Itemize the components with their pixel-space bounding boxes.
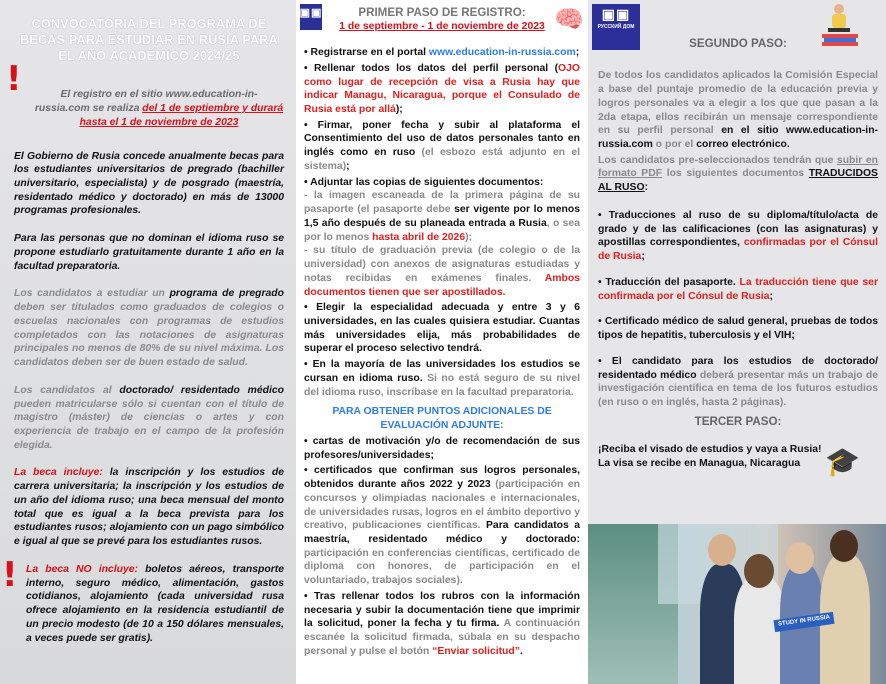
visa-location: La visa se recibe en Managua, Nicaragua xyxy=(598,457,801,469)
doc-diploma: - su título de graduación previa (de colegio o de la universidad) con anexos de asignaturas estudiadas y notas recibidas en exámenes finales. Ambos documentos tienen que ser apostillados. xyxy=(304,245,580,298)
step2-title: SEGUNDO PASO: xyxy=(689,37,787,50)
doc-research: • El candidato para los estudios de doctorado/ residentado médico deberá presentar más un trabajo de investigación científica en tema de los futuros estudios (en ruso o en inglés, hasta 2 páginas). xyxy=(598,355,879,408)
student-reading-icon xyxy=(822,4,858,48)
step1-profile: • Rellenar todos los datos del perfil personal (OJO como lugar de recepción de visa a Rusia hay que indicar Managu, Nicaragua, porque el Consulado de Rusia está por allá); xyxy=(304,62,580,115)
doc-medical: • Certificado médico de salud general, pruebas de todos tipos de hepatitis, tuberculosis y el VIH; xyxy=(598,316,878,342)
step1-consent: • Firmar, poner fecha y subir al plataforma el Consentimiento del uso de datos personales tanto en inglés como en ruso (el esbozo está adjunto en el sistema); xyxy=(304,119,580,172)
doctorate-paragraph: Los candidatos al doctorado/ residentado médico pueden matricularse sólo si cuentan con el título de magistro (máster) de ciencias o artes y con experiencia de trabajo en el campo de la profesión elegida. xyxy=(14,384,284,451)
extra-letters: • cartas de motivación y/o de recomendación de sus profesores/universidades; xyxy=(304,435,580,461)
step1-register: • Registrarse en el portal www.education-in-russia.com; xyxy=(304,47,580,59)
extra-points-title: PARA OBTENER PUNTOS ADICIONALES DE EVALUACIÓN ADJUNTE: xyxy=(332,406,552,432)
russian-house-logo: ▣▣ xyxy=(300,4,322,30)
students-photo xyxy=(588,524,886,684)
step1-universities: • Elegir la especialidad adecuada y entre 3 y 6 universidades, en las cuales quisiera estudiar. Cuantas más universidades elija, más probabilidades de superar el proceso selectivo tendrá. xyxy=(304,302,580,355)
scholarship-excludes: La beca NO incluye: boletos aéreos, transporte interno, seguro médico, alimentación, gastos cotidianos, alojamiento (cada universidad rusa ofrece alojamiento en la residencia estudiantil de un precio modesto (de 10 a 150 dólares mensuales, a veces puede ser gratis). xyxy=(26,563,284,644)
government-paragraph: El Gobierno de Rusia concede anualmente becas para los estudiantes universitarios de pregrado (bachiller universitario, especialista) y de posgrado (maestría, residentado médico y doctorado) en más de 13000 programas profesionales. xyxy=(14,150,284,217)
step1-title: PRIMER PASO DE REGISTRO: xyxy=(358,6,526,19)
step3-title: TERCER PASO: xyxy=(694,414,782,428)
preselected-paragraph: Los candidatos pre-seleccionados tendrán que subir en formato PDF los siguientes documentos TRADUCIDOS AL RUSO: xyxy=(598,154,879,194)
doc-passport-translation: • Traducción del pasaporte. La traducción tiene que ser confirmada por el Cónsul de Rusia; xyxy=(598,276,878,302)
extra-certificates: • certificados que confirman sus logros personales, obtenidos durante años 2022 y 2023 (participación en concursos y olimpiadas nacionales e internacionales, de universidades rusas, logros en el ámbito deportivo y creativo, publicaciones científicas. Para candidatos a maestría, residentado médico y doctorado: participación en conferencias científicas, certificado de diploma con honores, de participación en el voluntariado, trabajos sociales). xyxy=(304,465,581,587)
scholarship-includes: La beca incluye: la inscripción y los estudios de carrera universitaria; la inscripción y los estudios de un año del idioma ruso; una beca mensual del monto total que es igual a la beca prevista para los estudiantes rusos; alojamiento con un pago simbólico e igual al que se prevé para los estudiantes rusos. xyxy=(14,467,284,548)
step2-paragraph: De todos los candidatos aplicados la Comisión Especial a base del puntaje promedio de la educación previa y logros personales va a elegir a los que que pasan a la 2da etapa, ellos recibirán un mensaje correspondiente en su perfil personal en el sitio www.education-in-russia.com o por el correo electrónico. xyxy=(598,70,878,150)
left-column xyxy=(0,0,296,684)
undergrad-paragraph: Los candidatos a estudiar un programa de pregrado deben ser titulados como graduados de colegios o escuelas nacionales con programas de estudios completados con las notaciones de asignaturas principales no menos de 80% de su nivel máxima. Los candidatos deben ser de buen estado de salud. xyxy=(14,288,285,369)
exclamation-icon: ! xyxy=(6,59,22,99)
graduation-cap-icon: 🎓 xyxy=(825,446,860,477)
step1-documents: • Adjuntar las copias de siguientes documentos: xyxy=(304,176,544,188)
language-paragraph: Para las personas que no dominan el idioma ruso se propone estudiarlo gratuitamente durante 1 año en la facultad preparatoria. xyxy=(14,233,284,272)
program-title: CONVOCATORIA DEL PROGRAMA DE BECAS PARA ESTUDIAR EN RUSIA PARA EL AÑO ACADÉMICO 2024/25 xyxy=(20,17,278,64)
brain-icon: 🧠 xyxy=(554,6,584,33)
step1-dates: 1 de septiembre - 1 de noviembre de 2023 xyxy=(339,21,545,33)
doc-passport: - la imagen escaneada de la primera página de su pasaporte (el pasaporte debe ser vigente por lo menos 1,5 año después de su planeada entrada a Rusia, o sea por lo menos hasta abril de 2026); xyxy=(304,190,580,243)
middle-column xyxy=(296,0,588,684)
portal-link[interactable]: www.education-in-russia.com xyxy=(428,47,576,59)
doc-translations: • Traducciones al ruso de su diploma/título/acta de grado y de las calificaciones (con las asignaturas) y apostillas correspondientes, confirmadas por el Cónsul de Rusia; xyxy=(598,209,878,263)
right-column xyxy=(588,0,886,684)
study-in-russia-sign: STUDY IN RUSSIA xyxy=(773,612,834,632)
exclamation-icon: ! xyxy=(2,555,18,595)
step1-language: • En la mayoría de las universidades los estudios se cursan en idioma ruso. Si no está seguro de su nivel del idioma ruso, inscríbase en la facultad preparatoria. xyxy=(304,359,581,398)
registration-intro: El registro en el sitio www.education-in-russia.com se realiza del 1 de septiembre y durará hasta el 1 de noviembre de 2023 xyxy=(34,89,284,128)
russian-house-logo: ▣▣ РУССКИЙ ДОМ xyxy=(592,4,640,50)
final-message: ¡Reciba el visado de estudios y vaya a Rusia! xyxy=(598,444,822,456)
registration-dates: del 1 de septiembre y durará hasta el 1 de noviembre de 2023 xyxy=(79,103,284,128)
step1-submit: • Tras rellenar todos los rubros con la información necesaria y subir la documentación tiene que imprimir la solicitud, poner la fecha y tu firma. A continuación escanée la solicitud firmada, súbala en su despacho personal y pulse el botón “Enviar solicitud”. xyxy=(304,590,580,657)
